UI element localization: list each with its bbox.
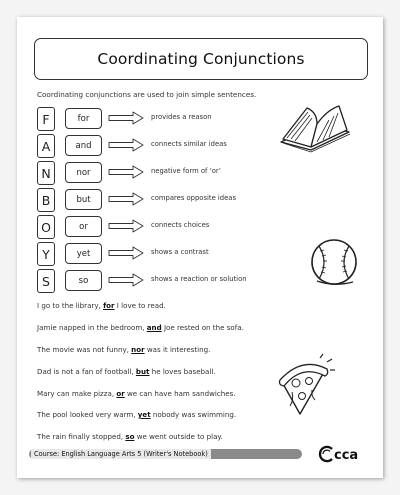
sentence-conjunction: nor	[131, 345, 145, 354]
conjunction-word: yet	[65, 243, 102, 264]
fanboys-letter: B	[37, 188, 55, 212]
arrow-icon	[108, 192, 144, 206]
example-sentence	[37, 301, 166, 310]
sentence-text: I go to the library,	[37, 301, 104, 310]
conjunction-meaning: connects choices	[151, 221, 210, 229]
sentence-text: Dad is not a fan of football,	[37, 367, 136, 376]
sentence-text: nobody was swimming.	[150, 410, 237, 419]
conjunction-word: so	[65, 270, 102, 291]
conjunction-meaning: shows a reaction or solution	[151, 275, 247, 283]
conjunction-word: for	[65, 108, 102, 129]
pizza-slice-icon	[272, 352, 344, 422]
sentence-conjunction: or	[116, 389, 125, 398]
page-title: Coordinating Conjunctions	[34, 38, 368, 80]
arrow-icon	[108, 273, 144, 287]
sentence-text: we went outside to play.	[134, 432, 223, 441]
example-sentence	[37, 389, 236, 398]
sentence-text: The pool looked very warm,	[37, 410, 138, 419]
conjunction-word: nor	[65, 162, 102, 183]
conjunction-word: but	[65, 189, 102, 210]
intro-text: Coordinating conjunctions are used to join simple sentences.	[37, 90, 257, 99]
open-book-icon	[277, 102, 353, 154]
example-sentence	[37, 410, 236, 419]
logo-text: cca	[334, 448, 359, 463]
sentence-text: he loves baseball.	[149, 367, 216, 376]
fanboys-row-y	[37, 242, 277, 264]
course-label: Course: English Language Arts 5 (Writer's Notebook)	[31, 449, 211, 459]
conjunction-meaning: shows a contrast	[151, 248, 209, 256]
sentence-text: The movie was not funny,	[37, 345, 132, 354]
baseball-icon	[309, 237, 361, 289]
fanboys-letter: S	[37, 269, 55, 293]
conjunction-meaning: connects similar ideas	[151, 140, 227, 148]
arrow-icon	[108, 138, 144, 152]
example-sentence	[37, 323, 244, 332]
sentence-text: I love to read.	[114, 301, 166, 310]
conjunction-word: or	[65, 216, 102, 237]
worksheet-page	[17, 17, 383, 478]
arrow-icon	[108, 246, 144, 260]
conjunction-meaning: provides a reason	[151, 113, 212, 121]
sentence-conjunction: so	[125, 432, 135, 441]
fanboys-row-a	[37, 134, 277, 156]
sentence-text: was it interesting.	[144, 345, 211, 354]
fanboys-letter: A	[37, 134, 55, 158]
conjunction-word: and	[65, 135, 102, 156]
fanboys-letter: N	[37, 161, 55, 185]
sentence-conjunction: for	[103, 301, 115, 310]
fanboys-letter: O	[37, 215, 55, 239]
example-sentence	[37, 367, 216, 376]
conjunction-meaning: negative form of ‘or’	[151, 167, 221, 175]
example-sentence	[37, 432, 223, 441]
conjunction-meaning: compares opposite ideas	[151, 194, 236, 202]
fanboys-letter: F	[37, 107, 55, 131]
sentence-text: Jamie napped in the bedroom,	[37, 323, 147, 332]
fanboys-row-o	[37, 215, 277, 237]
cca-logo	[317, 444, 367, 464]
fanboys-row-f	[37, 107, 277, 129]
sentence-conjunction: but	[135, 367, 150, 376]
sentence-text: Joe rested on the sofa.	[161, 323, 244, 332]
fanboys-row-n	[37, 161, 277, 183]
arrow-icon	[108, 219, 144, 233]
sentence-conjunction: and	[146, 323, 162, 332]
arrow-icon	[108, 111, 144, 125]
example-sentence	[37, 345, 210, 354]
sentence-conjunction: yet	[137, 410, 151, 419]
arrow-icon	[108, 165, 144, 179]
fanboys-row-b	[37, 188, 277, 210]
sentence-text: The rain finally stopped,	[37, 432, 126, 441]
sentence-text: we can have ham sandwiches.	[124, 389, 236, 398]
sentence-text: Mary can make pizza,	[37, 389, 117, 398]
fanboys-row-s	[37, 269, 277, 291]
fanboys-letter: Y	[37, 242, 55, 266]
